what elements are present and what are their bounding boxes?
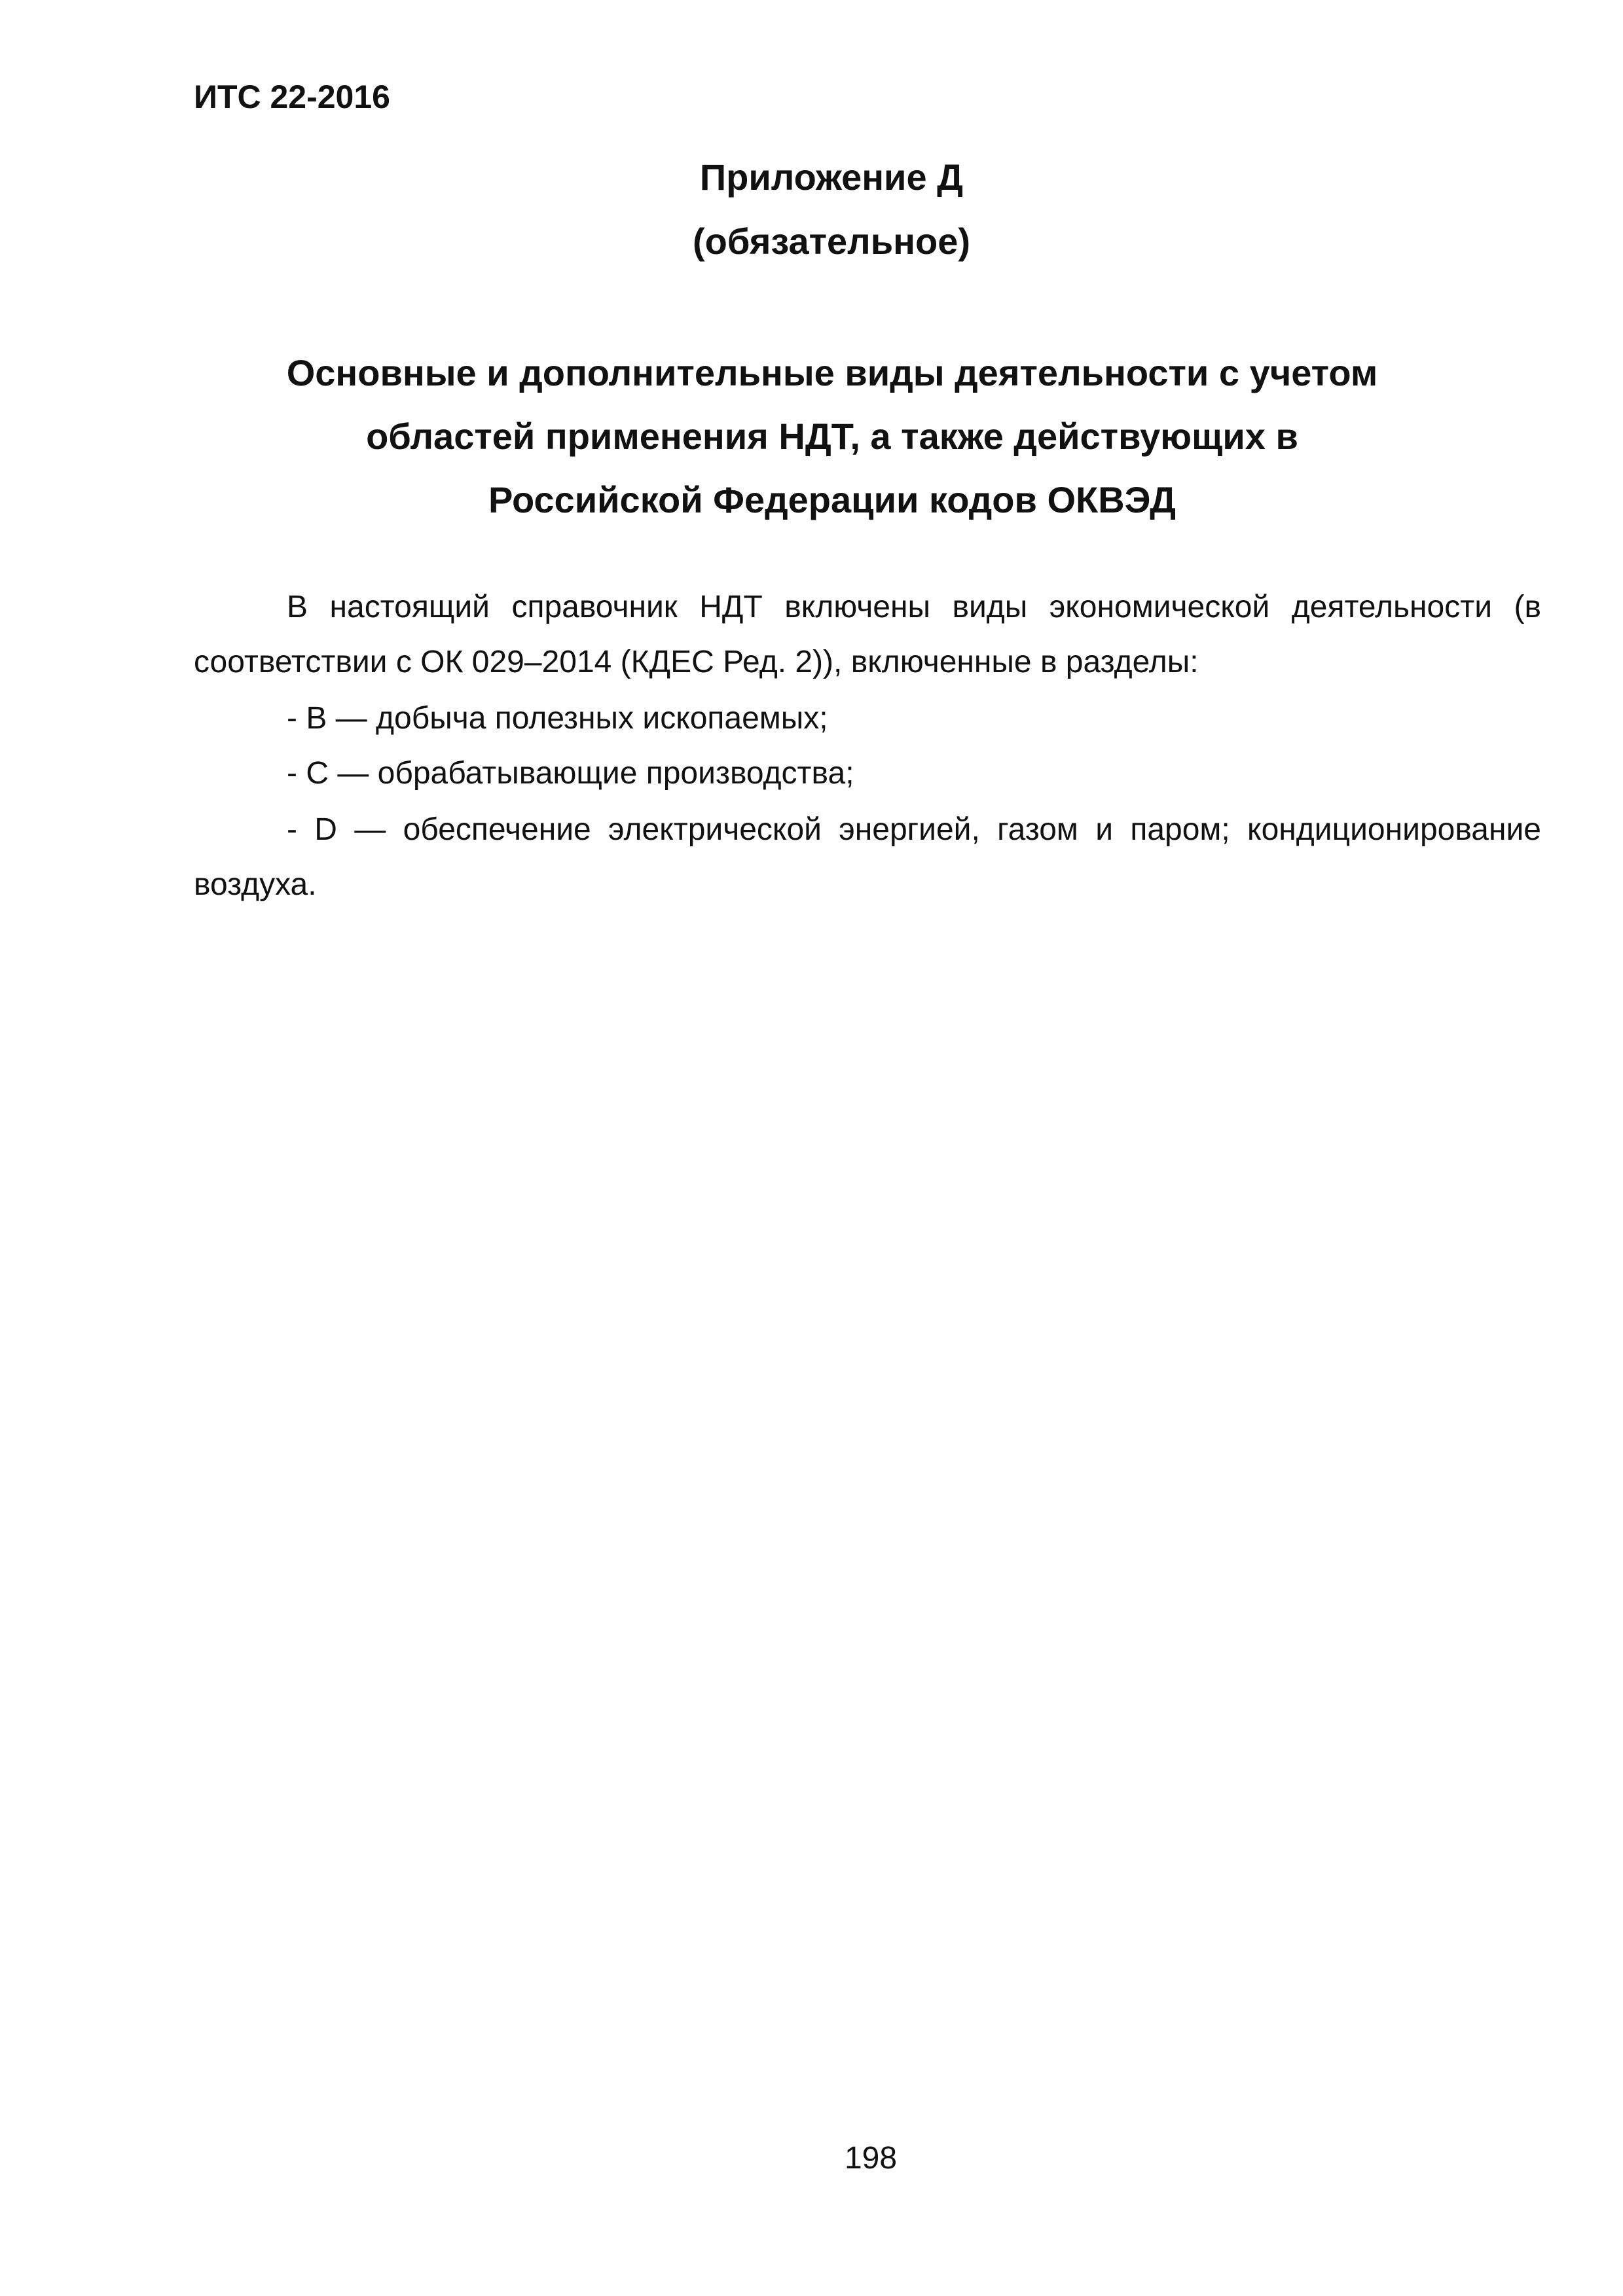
appendix-label: Приложение Д bbox=[699, 156, 964, 198]
intro-paragraph-line-2: соответствии с ОК 029–2014 (КДЕС Ред. 2)), включенные в разделы: bbox=[194, 645, 1199, 679]
list-item-section-c: - C — обрабатывающие производства; bbox=[287, 756, 854, 791]
document-code-header: ИТС 22-2016 bbox=[194, 79, 390, 115]
list-item-section-d-line-2: воздуха. bbox=[194, 867, 317, 902]
intro-paragraph-line-1: В настоящий справочник НДТ включены виды экономической деятельности (в bbox=[287, 590, 1541, 624]
section-title-line-1: Основные и дополнительные виды деятельности с учетом bbox=[286, 352, 1378, 393]
section-title-line-2: областей применения НДТ, а также действующих в bbox=[366, 416, 1298, 457]
page-number: 198 bbox=[844, 2141, 898, 2176]
list-item-section-d-line-1: - D — обеспечение электрической энергией, газом и паром; кондиционирование bbox=[287, 812, 1541, 847]
list-item-section-b: - B — добыча полезных ископаемых; bbox=[287, 701, 828, 736]
appendix-status: (обязательное) bbox=[692, 221, 971, 262]
section-title-line-3: Российской Федерации кодов ОКВЭД bbox=[488, 479, 1176, 520]
